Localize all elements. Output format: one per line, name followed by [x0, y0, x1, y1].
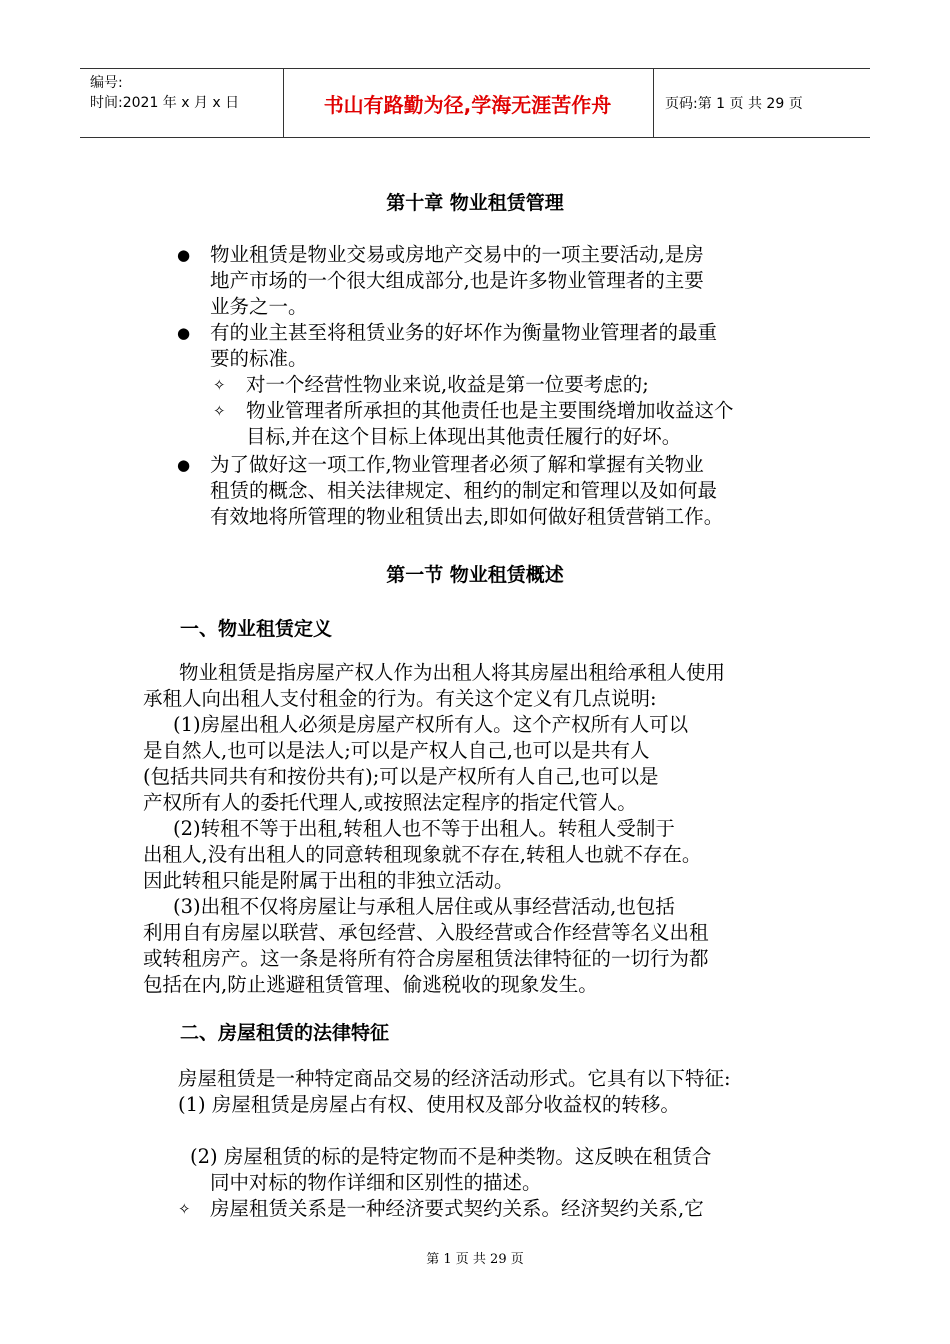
header-meta — [90, 73, 239, 113]
intro-bullet-3: 为了做好这一项工作,物业管理者必须了解和掌握有关物业 租赁的概念、相关法律规定、租约的制定和管理以及如何最 有效地将所管理的物业租赁出去,即如何做好租赁营销工作。 — [210, 453, 724, 528]
intro-sub-bullet-1: 对一个经营性物业来说,收益是第一位要考虑的; — [246, 373, 649, 396]
intro-sub-bullet-2: 物业管理者所承担的其他责任也是主要围绕增加收益这个 目标,并在这个目标上体现出其他责任履行的好坏。 — [246, 399, 734, 448]
sub-bullet-icon: ✧ — [178, 1200, 191, 1218]
header-page-info: 页码:第 1 页 共 29 页 — [665, 96, 803, 112]
feature-item-1: (1) 房屋租赁是房屋占有权、使用权及部分收益权的转移。 — [178, 1093, 680, 1116]
page-footer: 第 1 页 共 29 页 — [426, 1252, 524, 1267]
header-motto: 书山有路勤为径,学海无涯苦作舟 — [323, 92, 612, 117]
section-title: 第一节 物业租赁概述 — [386, 564, 564, 586]
paragraph-point-3: (3)出租不仅将房屋让与承租人居住或从事经营活动,也包括 利用自有房屋以联营、承包经营、入股经营或合作经营等名义出租 或转租房产。这一条是将所有符合房屋租赁法律特征的一切行为都 包括在内,防止逃避租赁管理、偷逃税收的现象发生。 — [143, 895, 709, 996]
heading-definition: 一、物业租赁定义 — [180, 618, 333, 640]
sub-bullet-icon: ✧ — [213, 376, 226, 394]
chapter-title: 第十章 物业租赁管理 — [386, 192, 564, 214]
bullet-icon: ● — [177, 246, 191, 264]
intro-bullet-2: 有的业主甚至将租赁业务的好坏作为衡量物业管理者的最重 要的标准。 — [210, 321, 718, 370]
bullet-icon: ● — [177, 456, 191, 474]
feature-item-2: (2) 房屋租赁的标的是特定物而不是种类物。这反映在租赁合 同中对标的物作详细和区别性的描述。 — [190, 1145, 712, 1194]
paragraph-point-2: (2)转租不等于出租,转租人也不等于出租人。转租人受制于 出租人,没有出租人的同意转租现象就不存在,转租人也就不存在。 因此转租只能是附属于出租的非独立活动。 — [143, 817, 702, 892]
paragraph-point-1: (1)房屋出租人必须是房屋产权所有人。这个产权所有人可以 是自然人,也可以是法人;可以是产权人自己,也可以是共有人 (包括共同共有和按份共有);可以是产权所有人自己,也可以是 产权所有人的委托代理人,或按照法定程序的指定代管人。 — [143, 713, 689, 814]
paragraph-features-intro: 房屋租赁是一种特定商品交易的经济活动形式。它具有以下特征: — [178, 1067, 731, 1090]
page-header — [80, 68, 870, 138]
header-divider — [653, 69, 654, 137]
intro-bullet-1: 物业租赁是物业交易或房地产交易中的一项主要活动,是房 地产市场的一个很大组成部分,也是许多物业管理者的主要 业务之一。 — [210, 243, 704, 318]
feature-item-3: 房屋租赁关系是一种经济要式契约关系。经济契约关系,它 — [210, 1197, 704, 1220]
sub-bullet-icon: ✧ — [213, 402, 226, 420]
bullet-icon: ● — [177, 324, 191, 342]
time-label: 时间:2021 年 x 月 x 日 — [90, 95, 240, 111]
header-divider — [283, 69, 284, 137]
heading-legal-features: 二、房屋租赁的法律特征 — [180, 1022, 390, 1044]
paragraph-definition: 物业租赁是指房屋产权人作为出租人将其房屋出租给承租人使用 承租人向出租人支付租金的行为。有关这个定义有几点说明: — [143, 661, 726, 710]
code-label: 编号: — [90, 75, 123, 91]
